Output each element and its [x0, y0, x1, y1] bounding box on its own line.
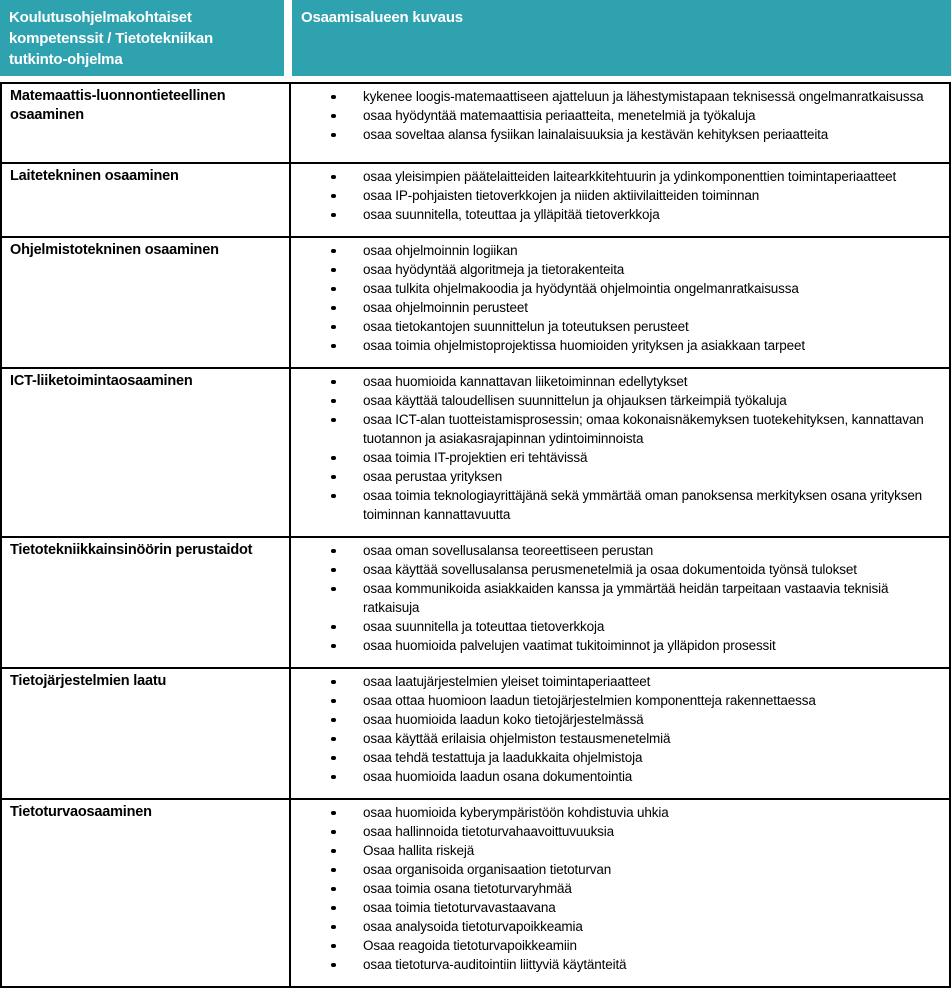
bullet-item: osaa hallinnoida tietoturvahaavoittuvuuksia — [291, 822, 945, 841]
bullet-list — [291, 87, 945, 144]
table-row — [1, 799, 950, 987]
bullet-item: osaa tietoturva-auditointiin liittyviä käytänteitä — [291, 955, 945, 974]
bullet-item: osaa toimia tietoturvavastaavana — [291, 898, 945, 917]
bullet-item: osaa IP-pohjaisten tietoverkkojen ja niiden aktiivilaitteiden toiminnan — [291, 186, 945, 205]
bullet-item: osaa suunnitella ja toteuttaa tietoverkkoja — [291, 617, 945, 636]
competence-description-cell — [290, 799, 950, 987]
table-row — [1, 83, 950, 163]
bullet-item: osaa kommunikoida asiakkaiden kanssa ja ymmärtää heidän tarpeitaan vastaavia teknisiä ratkaisuja — [291, 579, 945, 617]
competence-title: Tietojärjestelmien laatu — [1, 668, 290, 799]
bullet-list — [291, 167, 945, 224]
competence-title: Matemaattis-luonnontieteellinen osaaminen — [1, 83, 290, 163]
bullet-item: osaa laatujärjestelmien yleiset toimintaperiaatteet — [291, 672, 945, 691]
bullet-item: osaa huomioida kannattavan liiketoiminnan edellytykset — [291, 372, 945, 391]
bullet-item: osaa huomioida laadun koko tietojärjestelmässä — [291, 710, 945, 729]
header-cell-description — [292, 0, 951, 76]
competence-description-cell — [290, 668, 950, 799]
competence-title: Tietotekniikkainsinöörin perustaidot — [1, 537, 290, 668]
header-cell-description-label: Osaamisalueen kuvaus — [301, 9, 463, 26]
bullet-list — [291, 541, 945, 655]
bullet-item: osaa organisoida organisaation tietoturvan — [291, 860, 945, 879]
bullet-item: osaa suunnitella, toteuttaa ja ylläpitää tietoverkkoja — [291, 205, 945, 224]
bullet-item: osaa ohjelmoinnin perusteet — [291, 298, 945, 317]
bullet-item: osaa toimia IT-projektien eri tehtävissä — [291, 448, 945, 467]
bullet-item: osaa yleisimpien päätelaitteiden laitearkkitehtuurin ja ydinkomponenttien toimintaperiaatteet — [291, 167, 945, 186]
bullet-item: osaa analysoida tietoturvapoikkeamia — [291, 917, 945, 936]
bullet-item: osaa tehdä testattuja ja laadukkaita ohjelmistoja — [291, 748, 945, 767]
competence-title: ICT-liiketoimintaosaaminen — [1, 368, 290, 537]
competence-title: Ohjelmistotekninen osaaminen — [1, 237, 290, 368]
table-row — [1, 163, 950, 237]
bullet-item: osaa soveltaa alansa fysiikan lainalaisuuksia ja kestävän kehityksen periaatteita — [291, 125, 945, 144]
header-cell-competences-label: Koulutusohjelmakohtaiset kompetenssit / Tietotekniikan tutkinto-ohjelma — [9, 9, 213, 68]
bullet-item: osaa hyödyntää algoritmeja ja tietorakenteita — [291, 260, 945, 279]
competence-description-cell — [290, 237, 950, 368]
bullet-list — [291, 372, 945, 524]
bullet-item: osaa perustaa yrityksen — [291, 467, 945, 486]
bullet-item: osaa tulkita ohjelmakoodia ja hyödyntää ohjelmointia ongelmanratkaisussa — [291, 279, 945, 298]
bullet-item: osaa ICT-alan tuotteistamisprosessin; omaa kokonaisnäkemyksen tuotekehityksen, kannattavan tuotannon ja asiakasrajapinnan ydintoiminnoista — [291, 410, 945, 448]
table-row — [1, 368, 950, 537]
competence-description-cell — [290, 83, 950, 163]
table-row — [1, 668, 950, 799]
bullet-list — [291, 241, 945, 355]
bullet-item: osaa oman sovellusalansa teoreettiseen perustan — [291, 541, 945, 560]
bullet-list — [291, 803, 945, 974]
bullet-item: osaa hyödyntää matemaattisia periaatteita, menetelmiä ja työkaluja — [291, 106, 945, 125]
bullet-item: osaa toimia osana tietoturvaryhmää — [291, 879, 945, 898]
bullet-item: osaa toimia ohjelmistoprojektissa huomioiden yrityksen ja asiakkaan tarpeet — [291, 336, 945, 355]
bullet-item: Osaa hallita riskejä — [291, 841, 945, 860]
table-rows — [1, 83, 950, 987]
bullet-item: osaa ohjelmoinnin logiikan — [291, 241, 945, 260]
competence-title: Laitetekninen osaaminen — [1, 163, 290, 237]
bullet-item: osaa toimia teknologiayrittäjänä sekä ymmärtää oman panoksensa merkityksen osana yrityksen toiminnan kannattavuutta — [291, 486, 945, 524]
competence-title: Tietoturvaosaaminen — [1, 799, 290, 987]
competence-table-body — [0, 82, 951, 988]
bullet-item: osaa huomioida palvelujen vaatimat tukitoiminnot ja ylläpidon prosessit — [291, 636, 945, 655]
bullet-item: osaa tietokantojen suunnittelun ja toteutuksen perusteet — [291, 317, 945, 336]
header-cell-competences — [0, 0, 284, 76]
bullet-item: osaa ottaa huomioon laadun tietojärjestelmien komponentteja rakennettaessa — [291, 691, 945, 710]
competence-description-cell — [290, 537, 950, 668]
competence-description-cell — [290, 368, 950, 537]
bullet-item: osaa huomioida laadun osana dokumentointia — [291, 767, 945, 786]
competence-description-cell — [290, 163, 950, 237]
table-row — [1, 537, 950, 668]
table-row — [1, 237, 950, 368]
bullet-list — [291, 672, 945, 786]
bullet-item: kykenee loogis-matemaattiseen ajatteluun ja lähestymistapaan teknisessä ongelmanratkaisussa — [291, 87, 945, 106]
bullet-item: osaa huomioida kyberympäristöön kohdistuvia uhkia — [291, 803, 945, 822]
bullet-item: osaa käyttää sovellusalansa perusmenetelmiä ja osaa dokumentoida työnsä tulokset — [291, 560, 945, 579]
bullet-item: Osaa reagoida tietoturvapoikkeamiin — [291, 936, 945, 955]
bullet-item: osaa käyttää taloudellisen suunnittelun ja ohjauksen tärkeimpiä työkaluja — [291, 391, 945, 410]
bullet-item: osaa käyttää erilaisia ohjelmiston testausmenetelmiä — [291, 729, 945, 748]
table-header-row — [0, 0, 951, 76]
